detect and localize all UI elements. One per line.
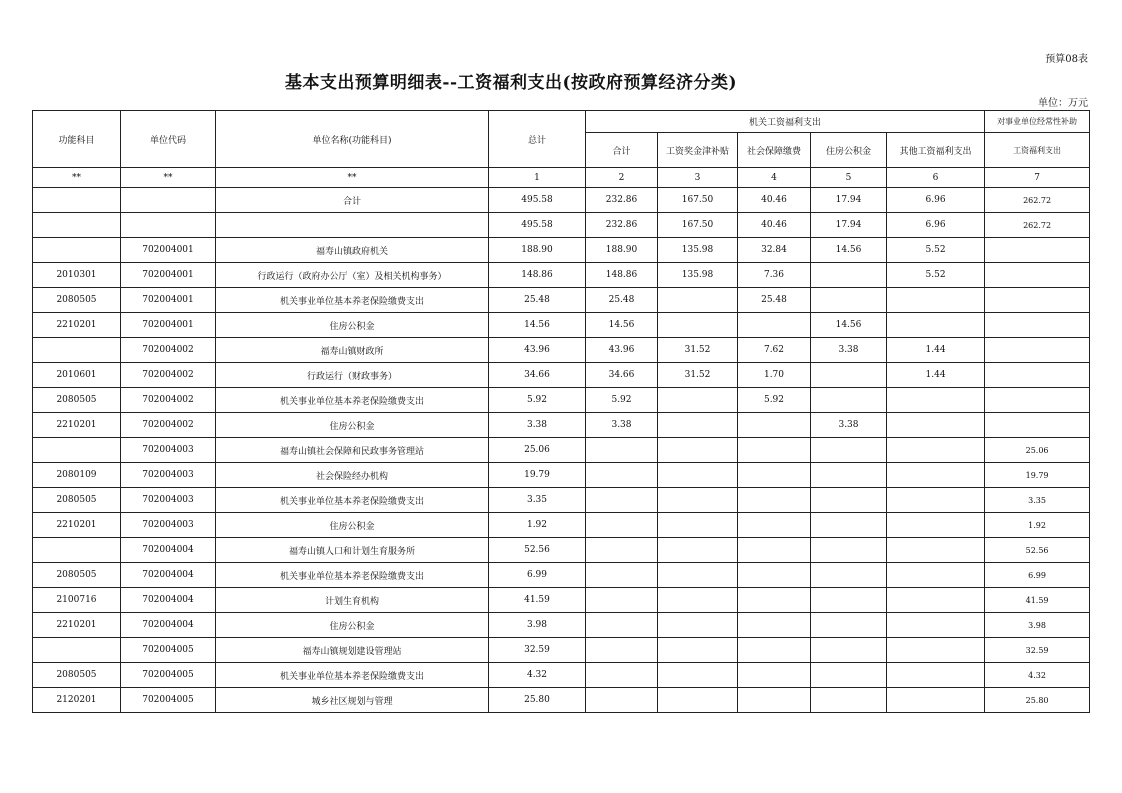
subject-cell: 2210201 <box>33 413 121 438</box>
name-cell <box>216 213 489 238</box>
table-row <box>33 338 1090 363</box>
name-cell: 机关事业单位基本养老保险缴费支出 <box>216 388 489 413</box>
table-row <box>33 563 1090 588</box>
col-group-org-welfare: 机关工资福利支出 <box>586 111 985 133</box>
inst-salary-cell <box>985 388 1090 413</box>
sum-cell: 25.48 <box>586 288 658 313</box>
header-row-1 <box>33 111 1090 133</box>
code-cell: 702004002 <box>121 363 216 388</box>
housing-cell <box>811 613 887 638</box>
social-cell: 32.84 <box>738 238 811 263</box>
other-cell <box>887 438 985 463</box>
table-row <box>33 638 1090 663</box>
social-cell <box>738 413 811 438</box>
sum-cell <box>586 463 658 488</box>
code-cell: 702004003 <box>121 513 216 538</box>
code-cell: 702004001 <box>121 288 216 313</box>
total-cell: 25.06 <box>489 438 586 463</box>
salary-cell <box>658 413 738 438</box>
index-cell: 1 <box>489 168 586 188</box>
sum-cell <box>586 488 658 513</box>
code-cell: 702004001 <box>121 313 216 338</box>
name-cell: 行政运行（财政事务） <box>216 363 489 388</box>
other-cell <box>887 563 985 588</box>
code-cell: 702004004 <box>121 613 216 638</box>
total-cell: 32.59 <box>489 638 586 663</box>
total-cell: 3.38 <box>489 413 586 438</box>
code-cell <box>121 188 216 213</box>
housing-cell: 17.94 <box>811 213 887 238</box>
name-cell: 计划生育机构 <box>216 588 489 613</box>
social-cell: 25.48 <box>738 288 811 313</box>
salary-cell <box>658 563 738 588</box>
name-cell: 福寿山镇规划建设管理站 <box>216 638 489 663</box>
social-cell <box>738 463 811 488</box>
social-cell: 40.46 <box>738 188 811 213</box>
salary-cell <box>658 313 738 338</box>
name-cell: 福寿山镇社会保障和民政事务管理站 <box>216 438 489 463</box>
subject-cell: 2210201 <box>33 313 121 338</box>
other-cell <box>887 313 985 338</box>
table-row <box>33 413 1090 438</box>
sum-cell: 232.86 <box>586 213 658 238</box>
name-cell: 社会保险经办机构 <box>216 463 489 488</box>
other-cell: 5.52 <box>887 263 985 288</box>
form-number: 预算08表 <box>1045 54 1088 65</box>
sum-cell <box>586 638 658 663</box>
total-cell: 14.56 <box>489 313 586 338</box>
inst-salary-cell <box>985 288 1090 313</box>
social-cell <box>738 538 811 563</box>
inst-salary-cell: 6.99 <box>985 563 1090 588</box>
other-cell <box>887 388 985 413</box>
subject-cell: 2080109 <box>33 463 121 488</box>
code-cell <box>121 213 216 238</box>
table-row <box>33 238 1090 263</box>
other-cell: 1.44 <box>887 338 985 363</box>
sum-cell: 34.66 <box>586 363 658 388</box>
salary-cell: 135.98 <box>658 238 738 263</box>
total-cell: 6.99 <box>489 563 586 588</box>
other-cell <box>887 688 985 713</box>
table-row <box>33 288 1090 313</box>
code-cell: 702004001 <box>121 263 216 288</box>
social-cell <box>738 613 811 638</box>
inst-salary-cell: 52.56 <box>985 538 1090 563</box>
housing-cell: 14.56 <box>811 238 887 263</box>
housing-cell <box>811 438 887 463</box>
salary-cell <box>658 538 738 563</box>
sum-cell: 43.96 <box>586 338 658 363</box>
salary-cell: 167.50 <box>658 213 738 238</box>
code-cell: 702004002 <box>121 388 216 413</box>
housing-cell: 17.94 <box>811 188 887 213</box>
salary-cell: 167.50 <box>658 188 738 213</box>
other-cell <box>887 638 985 663</box>
subject-cell <box>33 638 121 663</box>
inst-salary-cell: 262.72 <box>985 188 1090 213</box>
social-cell <box>738 513 811 538</box>
total-cell: 25.80 <box>489 688 586 713</box>
name-cell: 住房公积金 <box>216 513 489 538</box>
code-cell: 702004002 <box>121 413 216 438</box>
other-cell <box>887 613 985 638</box>
housing-cell: 3.38 <box>811 338 887 363</box>
col-header-name: 单位名称(功能科目) <box>216 111 489 168</box>
social-cell: 7.62 <box>738 338 811 363</box>
sum-cell: 14.56 <box>586 313 658 338</box>
table-row <box>33 263 1090 288</box>
sum-cell: 3.38 <box>586 413 658 438</box>
code-cell: 702004004 <box>121 588 216 613</box>
other-cell: 6.96 <box>887 213 985 238</box>
salary-cell: 31.52 <box>658 338 738 363</box>
salary-cell <box>658 288 738 313</box>
budget-table <box>32 110 1090 713</box>
index-cell: 4 <box>738 168 811 188</box>
name-cell: 住房公积金 <box>216 313 489 338</box>
housing-cell <box>811 288 887 313</box>
name-cell: 行政运行（政府办公厅（室）及相关机构事务） <box>216 263 489 288</box>
index-cell: ** <box>121 168 216 188</box>
salary-cell <box>658 638 738 663</box>
col-header-code: 单位代码 <box>121 111 216 168</box>
col-header-housing: 住房公积金 <box>811 133 887 168</box>
other-cell <box>887 488 985 513</box>
inst-salary-cell <box>985 263 1090 288</box>
subject-cell <box>33 438 121 463</box>
code-cell: 702004004 <box>121 538 216 563</box>
subject-cell: 2210201 <box>33 513 121 538</box>
subject-cell <box>33 338 121 363</box>
table-row <box>33 463 1090 488</box>
housing-cell <box>811 388 887 413</box>
inst-salary-cell: 3.35 <box>985 488 1090 513</box>
table-row <box>33 213 1090 238</box>
sum-cell <box>586 538 658 563</box>
other-cell <box>887 413 985 438</box>
table-row <box>33 438 1090 463</box>
name-cell: 福寿山镇财政所 <box>216 338 489 363</box>
name-cell: 合计 <box>216 188 489 213</box>
subject-cell: 2080505 <box>33 488 121 513</box>
social-cell: 5.92 <box>738 388 811 413</box>
other-cell <box>887 588 985 613</box>
sum-cell <box>586 563 658 588</box>
sum-cell <box>586 613 658 638</box>
name-cell: 住房公积金 <box>216 613 489 638</box>
code-cell: 702004005 <box>121 688 216 713</box>
code-cell: 702004005 <box>121 638 216 663</box>
subject-cell: 2100716 <box>33 588 121 613</box>
total-cell: 52.56 <box>489 538 586 563</box>
total-cell: 188.90 <box>489 238 586 263</box>
other-cell <box>887 463 985 488</box>
index-cell: ** <box>216 168 489 188</box>
housing-cell <box>811 563 887 588</box>
total-cell: 3.98 <box>489 613 586 638</box>
table-row <box>33 313 1090 338</box>
code-cell: 702004003 <box>121 438 216 463</box>
col-header-salary: 工资奖金津补贴 <box>658 133 738 168</box>
inst-salary-cell: 3.98 <box>985 613 1090 638</box>
subject-cell: 2080505 <box>33 388 121 413</box>
table-row <box>33 488 1090 513</box>
code-cell: 702004005 <box>121 663 216 688</box>
sum-cell: 232.86 <box>586 188 658 213</box>
salary-cell: 135.98 <box>658 263 738 288</box>
other-cell <box>887 663 985 688</box>
subject-cell: 2080505 <box>33 563 121 588</box>
inst-salary-cell <box>985 338 1090 363</box>
other-cell: 1.44 <box>887 363 985 388</box>
index-row <box>33 168 1090 188</box>
inst-salary-cell: 25.06 <box>985 438 1090 463</box>
other-cell: 6.96 <box>887 188 985 213</box>
housing-cell <box>811 538 887 563</box>
code-cell: 702004002 <box>121 338 216 363</box>
subject-cell: 2080505 <box>33 663 121 688</box>
housing-cell <box>811 588 887 613</box>
index-cell: 3 <box>658 168 738 188</box>
housing-cell <box>811 688 887 713</box>
subject-cell: 2120201 <box>33 688 121 713</box>
index-cell: 7 <box>985 168 1090 188</box>
salary-cell <box>658 388 738 413</box>
subject-cell <box>33 238 121 263</box>
sum-cell <box>586 438 658 463</box>
salary-cell <box>658 588 738 613</box>
index-cell: ** <box>33 168 121 188</box>
subject-cell: 2210201 <box>33 613 121 638</box>
social-cell <box>738 313 811 338</box>
inst-salary-cell <box>985 313 1090 338</box>
total-cell: 34.66 <box>489 363 586 388</box>
housing-cell <box>811 488 887 513</box>
inst-salary-cell <box>985 413 1090 438</box>
total-cell: 3.35 <box>489 488 586 513</box>
housing-cell <box>811 463 887 488</box>
table-row <box>33 588 1090 613</box>
salary-cell <box>658 463 738 488</box>
total-cell: 148.86 <box>489 263 586 288</box>
salary-cell <box>658 613 738 638</box>
total-cell: 4.32 <box>489 663 586 688</box>
sum-cell: 5.92 <box>586 388 658 413</box>
page-title: 基本支出预算明细表--工资福利支出(按政府预算经济分类) <box>284 73 738 93</box>
sum-cell: 148.86 <box>586 263 658 288</box>
unit-label: 单位：万元 <box>1038 98 1088 109</box>
index-cell: 5 <box>811 168 887 188</box>
social-cell <box>738 438 811 463</box>
code-cell: 702004004 <box>121 563 216 588</box>
sum-cell: 188.90 <box>586 238 658 263</box>
subject-cell: 2080505 <box>33 288 121 313</box>
inst-salary-cell <box>985 363 1090 388</box>
other-cell <box>887 288 985 313</box>
col-header-other: 其他工资福利支出 <box>887 133 985 168</box>
social-cell <box>738 488 811 513</box>
social-cell: 7.36 <box>738 263 811 288</box>
salary-cell <box>658 513 738 538</box>
other-cell <box>887 538 985 563</box>
subject-cell: 2010601 <box>33 363 121 388</box>
housing-cell: 14.56 <box>811 313 887 338</box>
inst-salary-cell <box>985 238 1090 263</box>
total-cell: 5.92 <box>489 388 586 413</box>
index-cell: 6 <box>887 168 985 188</box>
subject-cell <box>33 188 121 213</box>
housing-cell <box>811 663 887 688</box>
table-row <box>33 688 1090 713</box>
name-cell: 住房公积金 <box>216 413 489 438</box>
table-row <box>33 613 1090 638</box>
table-row <box>33 513 1090 538</box>
sum-cell <box>586 588 658 613</box>
name-cell: 机关事业单位基本养老保险缴费支出 <box>216 288 489 313</box>
salary-cell <box>658 488 738 513</box>
col-header-inst-salary: 工资福利支出 <box>985 133 1090 168</box>
social-cell <box>738 688 811 713</box>
salary-cell <box>658 663 738 688</box>
social-cell: 40.46 <box>738 213 811 238</box>
col-header-total: 总计 <box>489 111 586 168</box>
table-row <box>33 538 1090 563</box>
code-cell: 702004003 <box>121 463 216 488</box>
sum-cell <box>586 513 658 538</box>
sum-cell <box>586 688 658 713</box>
inst-salary-cell: 19.79 <box>985 463 1090 488</box>
subject-cell: 2010301 <box>33 263 121 288</box>
total-cell: 19.79 <box>489 463 586 488</box>
housing-cell: 3.38 <box>811 413 887 438</box>
name-cell: 城乡社区规划与管理 <box>216 688 489 713</box>
inst-salary-cell: 262.72 <box>985 213 1090 238</box>
inst-salary-cell: 4.32 <box>985 663 1090 688</box>
other-cell <box>887 513 985 538</box>
inst-salary-cell: 25.80 <box>985 688 1090 713</box>
name-cell: 福寿山镇政府机关 <box>216 238 489 263</box>
total-cell: 495.58 <box>489 188 586 213</box>
inst-salary-cell: 1.92 <box>985 513 1090 538</box>
sum-cell <box>586 663 658 688</box>
salary-cell: 31.52 <box>658 363 738 388</box>
social-cell <box>738 663 811 688</box>
other-cell: 5.52 <box>887 238 985 263</box>
col-header-sum: 合计 <box>586 133 658 168</box>
col-header-subject: 功能科目 <box>33 111 121 168</box>
subject-cell <box>33 538 121 563</box>
salary-cell <box>658 688 738 713</box>
inst-salary-cell: 41.59 <box>985 588 1090 613</box>
total-cell: 43.96 <box>489 338 586 363</box>
housing-cell <box>811 513 887 538</box>
total-cell: 495.58 <box>489 213 586 238</box>
salary-cell <box>658 438 738 463</box>
table-row <box>33 363 1090 388</box>
code-cell: 702004003 <box>121 488 216 513</box>
housing-cell <box>811 263 887 288</box>
col-header-social: 社会保障缴费 <box>738 133 811 168</box>
code-cell: 702004001 <box>121 238 216 263</box>
total-cell: 25.48 <box>489 288 586 313</box>
housing-cell <box>811 363 887 388</box>
social-cell: 1.70 <box>738 363 811 388</box>
social-cell <box>738 588 811 613</box>
housing-cell <box>811 638 887 663</box>
subject-cell <box>33 213 121 238</box>
name-cell: 机关事业单位基本养老保险缴费支出 <box>216 663 489 688</box>
index-cell: 2 <box>586 168 658 188</box>
name-cell: 机关事业单位基本养老保险缴费支出 <box>216 488 489 513</box>
inst-salary-cell: 32.59 <box>985 638 1090 663</box>
table-row <box>33 388 1090 413</box>
name-cell: 福寿山镇人口和计划生育服务所 <box>216 538 489 563</box>
social-cell <box>738 638 811 663</box>
table-row <box>33 188 1090 213</box>
col-group-institution-subsidy: 对事业单位经常性补助 <box>985 111 1090 133</box>
social-cell <box>738 563 811 588</box>
table-row <box>33 663 1090 688</box>
total-cell: 1.92 <box>489 513 586 538</box>
name-cell: 机关事业单位基本养老保险缴费支出 <box>216 563 489 588</box>
total-cell: 41.59 <box>489 588 586 613</box>
